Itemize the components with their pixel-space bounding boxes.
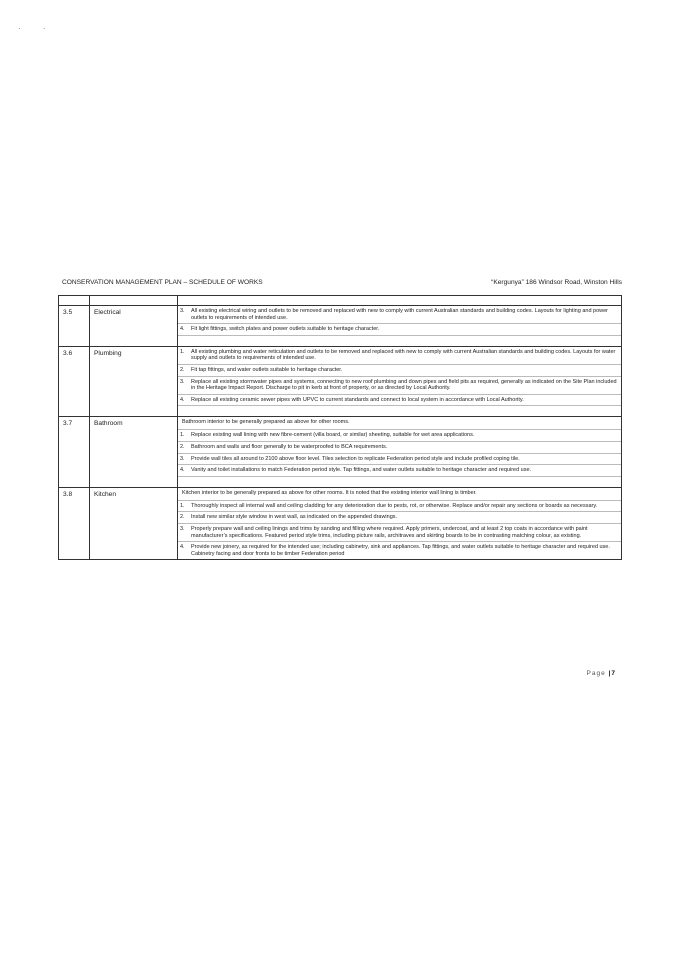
section-number: 3.8 <box>59 487 90 560</box>
page-label: Page <box>586 670 606 677</box>
list-item <box>178 442 621 454</box>
row-padding <box>178 336 621 346</box>
section-works <box>178 417 622 487</box>
table-row <box>59 346 622 417</box>
section-number: 3.5 <box>59 306 90 347</box>
item-text: Provide wall tiles all around to 2100 above floor level. Tiles selection to replicate Federation period style and include profiled coping tile. <box>191 455 520 462</box>
item-number: 3. <box>180 378 185 385</box>
page-header <box>62 279 622 291</box>
item-text: All existing electrical wiring and outlets to be removed and replaced with new to comply with current Australian standards and building codes. Layouts for lighting and power outlets to requirements of intended use. <box>191 308 609 321</box>
item-text: Vanity and toilet installations to match Federation period style. Tap fittings, and water outlets suitable to heritage character and required use. <box>191 467 532 474</box>
section-works <box>178 306 622 347</box>
item-text: Provide new joinery, as required for the intended use; including cabinetry, sink and appliances. Tap fittings, and water outlets suitable to heritage character and required use. Cabinetry facing and door fronts to be timber Federation period <box>191 544 610 557</box>
section-area: Plumbing <box>90 346 178 417</box>
item-number: 3. <box>180 455 185 462</box>
item-number: 1. <box>180 432 185 439</box>
item-text: Thoroughly inspect all internal wall and ceiling cladding for any deterioration due to pests, rot, or otherwise. Replace and/or repair any sections or boards as necessary. <box>191 502 598 509</box>
page-separator: | <box>608 670 612 677</box>
item-number: 2. <box>180 443 185 450</box>
table-spacer-row <box>59 296 622 306</box>
table-row <box>59 417 622 487</box>
section-intro: Kitchen interior to be generally prepared as above for other rooms. It is noted that the existing interior wall lining is timber. <box>178 488 621 501</box>
list-item <box>178 306 621 324</box>
item-number: 2. <box>180 514 185 521</box>
item-number: 3. <box>180 525 185 532</box>
page-number: 7 <box>611 670 616 677</box>
item-text: Fit light fittings, switch plates and power outlets suitable to heritage character. <box>191 326 380 333</box>
section-area: Kitchen <box>90 487 178 560</box>
schedule-table <box>58 295 622 560</box>
section-works <box>178 487 622 560</box>
item-number: 4. <box>180 326 185 333</box>
list-item <box>178 501 621 513</box>
header-title: CONSERVATION MANAGEMENT PLAN – SCHEDULE OF WORKS <box>62 279 263 286</box>
section-area: Bathroom <box>90 417 178 487</box>
list-item <box>178 512 621 524</box>
table-row <box>59 487 622 560</box>
item-number: 1. <box>180 348 185 355</box>
section-works <box>178 346 622 417</box>
item-text: Bathroom and walls and floor generally to be waterproofed to BCA requirements. <box>191 443 388 450</box>
item-text: Replace all existing stormwater pipes and systems, connecting to new roof plumbing and down pipes and field pits as required, generally as indicated on the Site Plan included in the Heritage Impact Report. Discharge to pit in kerb at front of property, or as directed by Local Authority. <box>191 378 617 392</box>
scan-marks: · · <box>18 24 56 33</box>
row-padding <box>178 477 621 487</box>
item-text: All existing plumbing and water reticulation and outlets to be removed and replaced with new to comply with current Australian standards and building codes. Layouts for water supply and outlets to requirements of intended use. <box>191 348 616 362</box>
list-item <box>178 542 621 559</box>
section-area: Electrical <box>90 306 178 347</box>
item-text: Replace existing wall lining with new fibre-cement (villa board, or similar) sheeting, suitable for wet area applications. <box>191 432 475 439</box>
item-number: 2. <box>180 366 185 373</box>
item-text: Replace all existing ceramic sewer pipes with UPVC to current standards and connect to local system in accordance with Local Authority. <box>191 396 524 403</box>
item-text: Fit tap fittings, and water outlets suitable to heritage character. <box>191 366 343 373</box>
list-item <box>178 347 621 365</box>
item-text: Install new similar style window in west wall, as indicated on the appended drawings. <box>191 514 398 521</box>
list-item <box>178 430 621 442</box>
list-item <box>178 365 621 377</box>
table-row <box>59 306 622 347</box>
section-number: 3.7 <box>59 417 90 487</box>
page-footer <box>587 670 616 677</box>
list-item <box>178 395 621 407</box>
item-number: 4. <box>180 467 185 474</box>
row-padding <box>178 406 621 416</box>
list-item <box>178 454 621 466</box>
section-number: 3.6 <box>59 346 90 417</box>
item-number: 4. <box>180 396 185 403</box>
list-item <box>178 377 621 395</box>
list-item <box>178 524 621 542</box>
item-number: 4. <box>180 544 185 551</box>
table-body <box>59 306 622 560</box>
item-number: 1. <box>180 502 185 509</box>
item-text: Properly prepare wall and ceiling linings and trims by sanding and filling where required. Apply primers, undercoat, and at least 2 top coats in accordance with paint manufacturer’s specifications. Featured period style trims, including picture rails, architraves and skirting boards to be in contrasting matching colour, as existing. <box>191 525 588 539</box>
list-item <box>178 465 621 477</box>
header-address: “Kergunya” 186 Windsor Road, Winston Hills <box>491 279 622 286</box>
item-number: 3. <box>180 308 185 314</box>
section-intro: Bathroom interior to be generally prepared as above for other rooms. <box>178 417 621 430</box>
list-item <box>178 324 621 336</box>
